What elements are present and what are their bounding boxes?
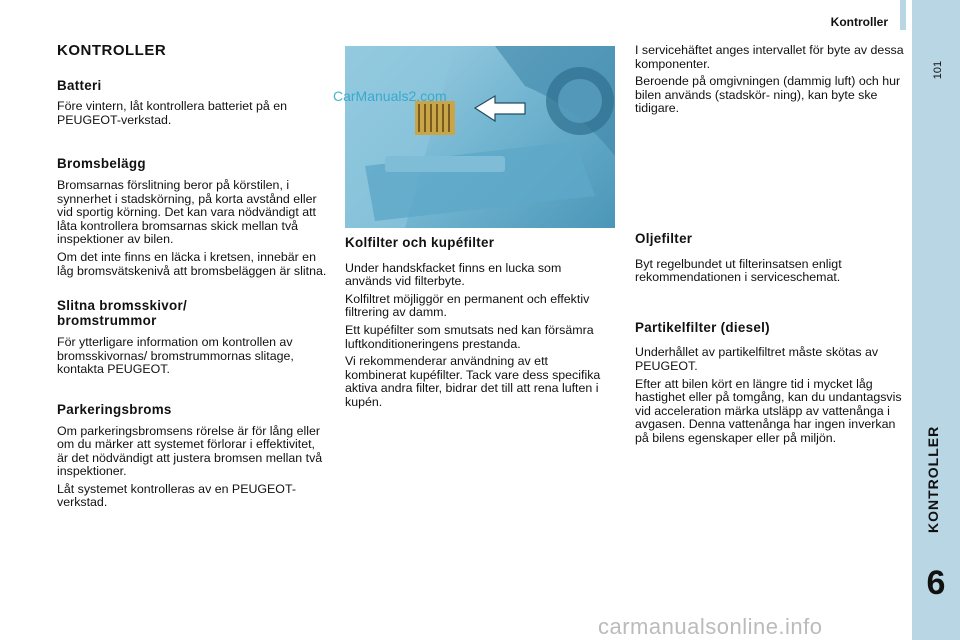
- bromsbelagg-text-1: Bromsarnas förslitning beror på körstilen, i synnerhet i stadskörning, på korta avstånd eller vid sportig körning. Det kan vara nödvändigt att låta kontrollera bromsarnas skick mellan två inspektioner av bilen.: [57, 177, 317, 247]
- page-number: 101: [932, 60, 944, 80]
- kolfilter-text-2: Kolfiltret möjliggör en permanent och effektiv filtrering av damm.: [345, 291, 590, 320]
- parkeringsbroms-text-1: Om parkeringsbromsens rörelse är för lång eller om du märker att systemet förlorar i effektivitet, är det nödvändigt att justera bromsen mellan två inspektioner.: [57, 423, 323, 479]
- heading-bromsbelagg: Bromsbelägg: [57, 156, 146, 172]
- chapter-number: 6: [926, 564, 946, 602]
- kolfilter-text-1: Under handskfacket finns en lucka som används vid filterbyte.: [345, 260, 562, 289]
- glovebox-filter-photo: [345, 46, 615, 228]
- watermark-carmanuals2: CarManuals2.com: [333, 88, 447, 104]
- kolfilter-text-4: Vi rekommenderar användning av ett kombinerat kupéfilter. Tack vare dess specifika aktiva andra filter, bidrar det till att rena luften i kupén.: [345, 354, 601, 409]
- heading-oljefilter: Oljefilter: [635, 230, 693, 246]
- parkeringsbroms-text-2: Låt systemet kontrolleras av en PEUGEOT-verkstad.: [57, 481, 296, 510]
- heading-batteri: Batteri: [57, 77, 102, 93]
- page-title: KONTROLLER: [57, 42, 167, 59]
- photo-illustration: [345, 46, 615, 228]
- kolfilter-text-3: Ett kupéfilter som smutsats ned kan försämra luftkonditioneringens prestanda.: [345, 322, 594, 351]
- batteri-text: Före vintern, låt kontrollera batteriet på en PEUGEOT-verkstad.: [57, 99, 288, 127]
- heading-bromsskivor-line1: Slitna bromsskivor/: [57, 298, 187, 314]
- partikelfilter-text-1: Underhållet av partikelfiltret måste skötas av PEUGEOT.: [635, 345, 879, 373]
- chapter-label: KONTROLLER: [925, 425, 941, 533]
- oljefilter-text: Byt regelbundet ut filterinsatsen enligt rekommendationen i serviceschemat.: [635, 256, 842, 285]
- partikelfilter-text-2: Efter att bilen kört en längre tid i mycket låg hastighet eller på tomgång, kan du undantagsvis vid acceleration märka utsläpp av vattenånga i avgasen. Denna vattenånga har ingen inverkan på bilens egenskaper eller på miljön.: [635, 376, 902, 445]
- column-2: [345, 236, 607, 414]
- heading-kolfilter: Kolfilter och kupéfilter: [345, 235, 495, 250]
- running-header: Kontroller: [830, 15, 888, 29]
- heading-parkeringsbroms: Parkeringsbroms: [57, 401, 172, 417]
- heading-bromsskivor: [57, 298, 327, 328]
- intro-text-2: Beroende på omgivningen (dammig luft) och hur bilen används (stadskör- ning), kan byte ske tidigare.: [635, 74, 901, 116]
- column-3: [635, 44, 905, 450]
- watermark-carmanualsonline: carmanualsonline.info: [598, 614, 823, 639]
- arrow-left-icon: [475, 96, 525, 121]
- intro-text-1: I servicehäftet anges intervallet för byte av dessa komponenter.: [635, 43, 904, 71]
- bromsskivor-text: För ytterligare information om kontrollen av bromsskivornas/ bromstrummornas slitage, kontakta PEUGEOT.: [57, 335, 294, 377]
- heading-partikelfilter: Partikelfilter (diesel): [635, 319, 770, 335]
- column-1: [57, 44, 327, 514]
- heading-bromsskivor-line2: bromstrummor: [57, 313, 157, 329]
- chapter-sidebar: [912, 0, 960, 640]
- sidebar-accent: [900, 0, 906, 30]
- bromsbelagg-text-2: Om det inte finns en läcka i kretsen, innebär en låg bromsvätskenivå att bromsbeläggen är slitna.: [57, 249, 327, 278]
